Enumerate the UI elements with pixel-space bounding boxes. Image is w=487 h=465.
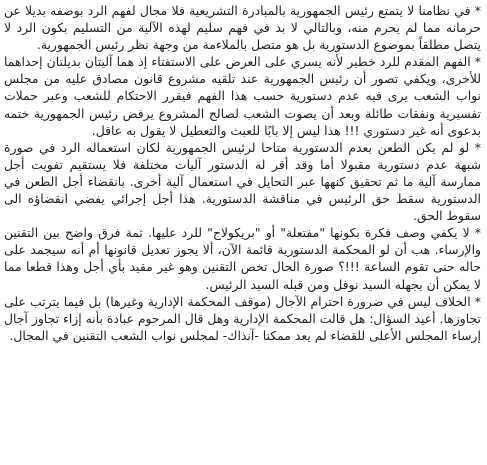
- paragraph-mubadara: * في نظامنا لا يتمتع رئيس الجمهورية بالمبادرة التشريعية فلا مجال لفهم الرد بوصفه بديلا عن حرمانه مما لم يحرم منه، وبالتالي لا بد في فهم سليم لهذه الآلية من التسليم بكون الرد لا يتصل مطلقاً بموضوع الدستورية بل هو متصل بالملاءمة من وجهة نظر رئيس الجمهورية.: [4, 3, 481, 53]
- paragraph-bricolage: * لا يكفي وصف فكرة بكونها "مفتعلة" أو "بريكولاج" للرد عليها. ثمة فرق واضح بين التقنين والإرساء. هب أن لو المحكمة الدستورية قائمة الآن، ألا يجوز تعديل قانونها أم أنه سيجمد على حاله حتى تقوم الساعة !!!؟ صورة الحال تخص التقنين وهو غير مقيد بأي أجل وهذا قطعا مما لا يمكن أن يجهله السيد نوفل ومن قبله السيد الرئيس.: [4, 225, 481, 292]
- paragraph-taan: * لو لم يكن الطعن بعدم الدستورية متاحا لرئيس الجمهورية لكان استعماله الرد في صورة شبهة عدم دستورية مقبولا أما وقد أقر له الدستور آليات مختلفة فلا يستقيم تفويت أجل ممارسة آلية ما ثم تحقيق كنهها عبر التحايل في استعمال آلية أخرى. بانقضاء أجل الطعن في الدستورية سقط حق الرئيس في مناقشة الدستورية. هذا أجل إجرائي يفضي انقضاؤه الى سقوط الحق.: [4, 139, 481, 224]
- paragraph-istiftaa: * الفهم المقدم للرد خطير لأنه يسري على العرض على الاستفتاء إذ هما آليتان بديلتان إحداهما للأخرى، ويكفي تصور أن رئيس الجمهورية عند تلقيه مشروع قانون مصادق عليه من مجلس نواب الشعب يرى فيه عدم دستورية حسب هذا الفهم فيقرر الاحتكام للشعب وعبر حملات تفسيرية ونفقات طائلة وبعد أن يصوت الشعب لصالح المشروع يرفض رئيس الجمهورية ختمه بدعوى أنه غير دستوري !!! هذا ليس إلا بابًا للعبث والتعطيل لا يقول به عاقل.: [4, 54, 481, 138]
- paragraph-ajal: * الخلاف ليس في ضرورة احترام الآجال (موقف المحكمة الإدارية وغيرها) بل فيما يترتب على تجاوزها. أعيد السؤال: هل قالت المحكمة الإدارية وهل قال المرحوم عبادة بأنه إزاء تجاوز آجال إرساء المجلس الأعلى للقضاء لم يعد ممكنا -آنذاك- لمجلس نواب الشعب التقنين في المجال.: [4, 293, 481, 343]
